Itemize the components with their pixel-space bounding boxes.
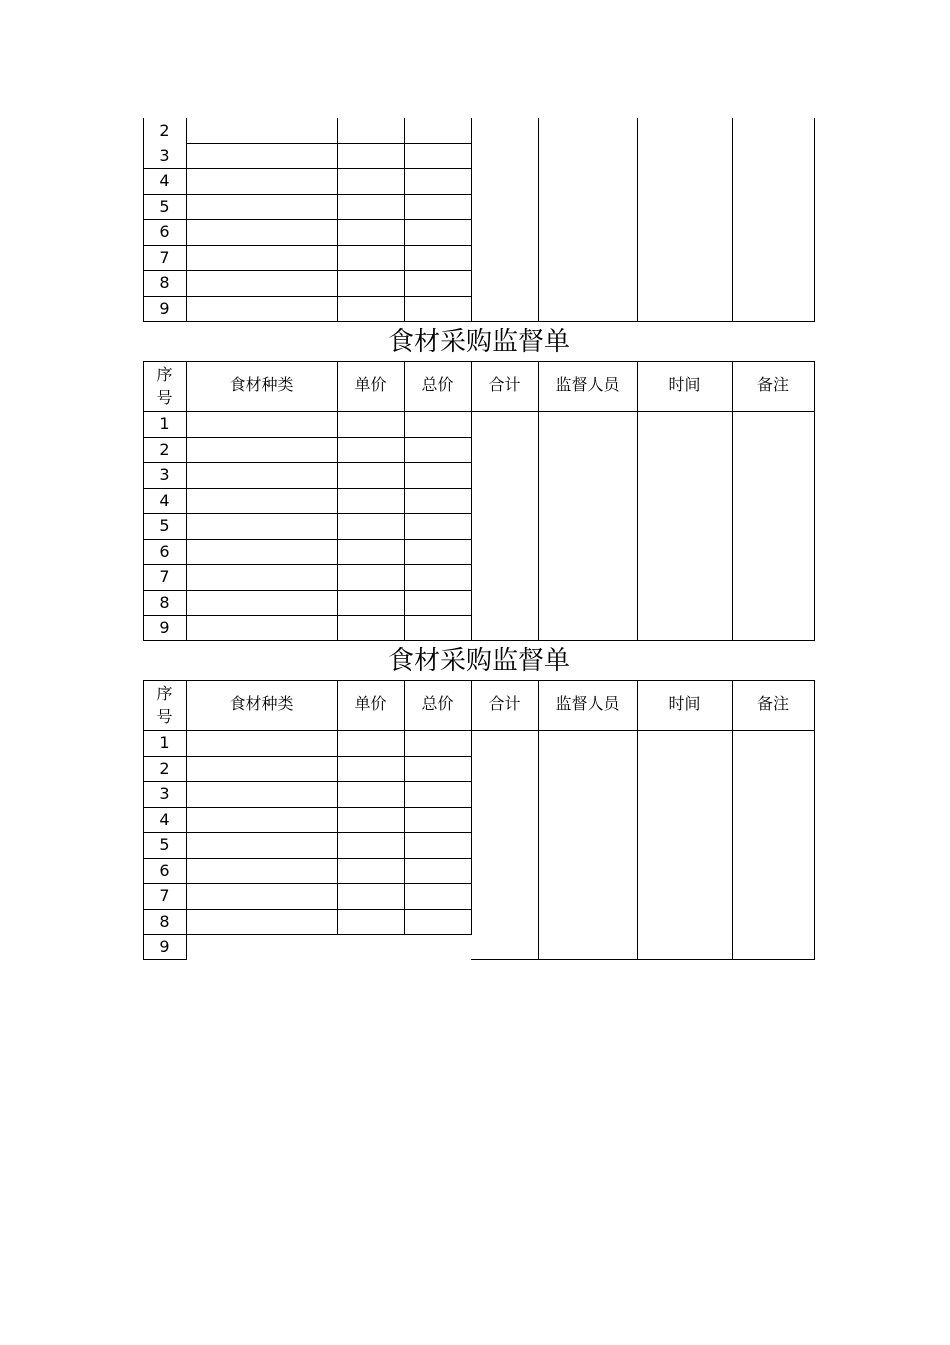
form-title: 食材采购监督单 [387, 646, 570, 676]
grid-line [471, 959, 815, 960]
row-number: 1 [159, 733, 170, 752]
grid-line [143, 909, 472, 910]
grid-line [186, 143, 472, 144]
row-number: 9 [159, 936, 170, 956]
grid-line [143, 640, 815, 641]
row-number: 9 [159, 617, 170, 637]
grid-line [637, 118, 638, 322]
row-number: 8 [159, 911, 170, 931]
purchase-supervision-table [143, 680, 815, 961]
header-unit-price: 单价 [354, 694, 387, 713]
header-unit-price: 单价 [354, 375, 387, 394]
header-seq-line1: 序 [156, 365, 173, 384]
grid-line [143, 539, 472, 540]
grid-line [143, 781, 472, 782]
grid-line [143, 488, 472, 489]
row-number: 2 [159, 758, 170, 778]
row-number: 4 [159, 490, 170, 510]
row-number: 6 [159, 541, 170, 561]
header-food-type: 食材种类 [229, 694, 294, 713]
row-number: 7 [159, 247, 170, 267]
grid-line [143, 411, 815, 412]
header-food-type: 食材种类 [229, 375, 294, 394]
grid-line [814, 118, 815, 322]
header-supervisor: 监督人员 [555, 694, 620, 713]
grid-line [732, 118, 733, 322]
grid-line [143, 858, 472, 859]
grid-line [143, 807, 472, 808]
row-number: 2 [159, 120, 170, 140]
grid-line [143, 168, 472, 169]
header-total-price: 总价 [421, 375, 454, 394]
grid-line [143, 959, 187, 960]
header-sum: 合计 [488, 375, 521, 394]
row-number: 6 [159, 860, 170, 880]
grid-line [143, 730, 815, 731]
form-table-fragment [143, 118, 815, 323]
grid-line [143, 462, 472, 463]
row-number: 7 [159, 886, 170, 905]
grid-line [337, 118, 338, 322]
row-number: 4 [159, 809, 170, 829]
header-time: 时间 [668, 375, 701, 394]
row-number: 2 [159, 439, 170, 459]
grid-line [143, 934, 472, 935]
grid-line [143, 564, 472, 565]
header-seq [143, 361, 186, 411]
row-number: 9 [159, 298, 170, 318]
grid-line [143, 270, 472, 271]
grid-line [143, 615, 472, 616]
header-time: 时间 [668, 694, 701, 713]
header-remarks: 备注 [756, 694, 789, 713]
row-number: 5 [159, 516, 170, 535]
header-seq [143, 680, 186, 730]
grid-line [143, 513, 472, 514]
grid-line [143, 883, 472, 884]
row-number: 3 [159, 465, 170, 484]
form-title: 食材采购监督单 [387, 327, 570, 357]
grid-line [143, 245, 472, 246]
row-number: 3 [159, 784, 170, 803]
grid-line [143, 194, 472, 195]
row-number: 5 [159, 835, 170, 854]
grid-line [143, 832, 472, 833]
header-seq-line1: 序 [156, 684, 173, 703]
grid-line [143, 321, 815, 322]
grid-line [404, 118, 405, 322]
grid-line [143, 296, 472, 297]
header-total-price: 总价 [421, 694, 454, 713]
row-number: 3 [159, 145, 170, 165]
row-number: 1 [159, 414, 170, 433]
row-number: 5 [159, 196, 170, 216]
purchase-supervision-table [143, 361, 815, 642]
grid-line [143, 590, 472, 591]
grid-line [471, 118, 472, 322]
grid-line [143, 219, 472, 220]
row-number: 8 [159, 592, 170, 612]
row-number: 4 [159, 171, 170, 190]
header-sum: 合计 [488, 694, 521, 713]
grid-line [143, 756, 472, 757]
grid-line [186, 118, 187, 322]
grid-line [814, 680, 815, 960]
header-remarks: 备注 [756, 375, 789, 394]
header-seq-line2: 号 [156, 707, 173, 726]
row-number: 6 [159, 222, 170, 241]
row-number: 8 [159, 273, 170, 292]
grid-line [814, 361, 815, 641]
header-supervisor: 监督人员 [555, 375, 620, 394]
header-seq-line2: 号 [156, 388, 173, 407]
grid-line [143, 437, 472, 438]
row-number: 7 [159, 567, 170, 586]
grid-line [538, 118, 539, 322]
